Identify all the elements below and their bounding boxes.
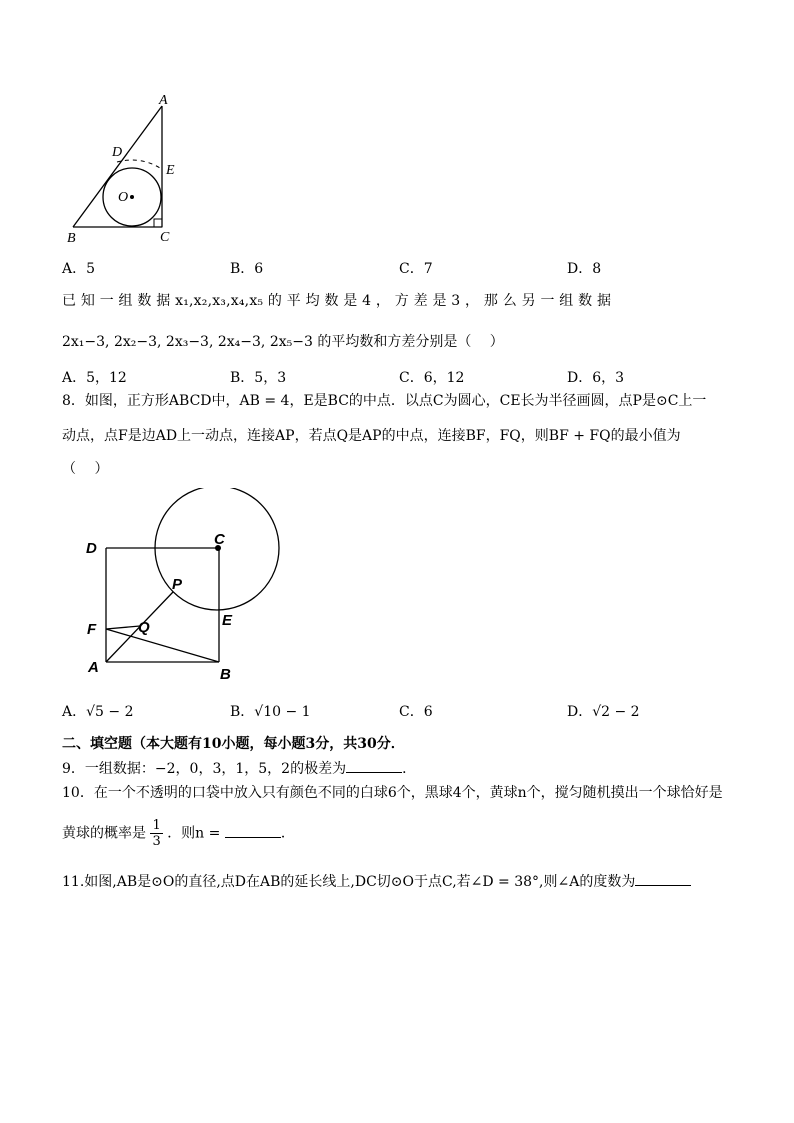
section-2-title: 二、填空题（本大题有10小题，每小题3分，共30分． (62, 736, 405, 752)
q7-option-c: C．6，12 (399, 370, 465, 386)
q7-option-b: B．5，3 (230, 370, 287, 386)
q6-option-d: D．8 (567, 261, 602, 277)
figure-triangle-incircle (60, 92, 190, 252)
label-b: B (67, 231, 76, 246)
label-d: D (112, 145, 123, 160)
q8-option-a: A．√5 − 2 (62, 704, 134, 720)
q10-answer-blank[interactable] (225, 825, 281, 838)
q10-fraction (150, 818, 162, 849)
q8-line2: 动点，点F是边AD上一动点，连接AP，若点Q是AP的中点，连接BF，FQ，则BF + FQ的最小值为 (62, 428, 681, 444)
center-o-dot (130, 195, 134, 199)
label-p: P (172, 576, 183, 593)
label-q: Q (138, 619, 150, 636)
label-d: D (86, 540, 97, 557)
side-ab (73, 106, 162, 227)
q7-line1: 已 知 一 组 数 据 x₁,x₂,x₃,x₄,x₅ 的 平 均 数 是 4 ， 方 差 是 3 ， 那 么 另 一 组 数 据 (62, 293, 612, 309)
q10-line2-pre: 黄球的概率是 (62, 825, 146, 842)
label-b: B (220, 666, 231, 683)
label-c: C (214, 531, 225, 548)
label-a: A (159, 93, 168, 108)
label-a: A (88, 659, 99, 676)
label-f: F (87, 621, 97, 638)
label-e: E (222, 612, 233, 629)
q10-frac-den: 3 (152, 834, 161, 849)
right-angle-mark (154, 219, 162, 227)
q11-text: 11.如图,AB是⊙O的直径,点D在AB的延长线上,DC切⊙O于点C,若∠D = 38°,则∠A的度数为 (62, 874, 636, 890)
q11-answer-blank[interactable] (635, 873, 691, 886)
q11-line (62, 871, 691, 891)
q7-line2: 2x₁−3, 2x₂−3, 2x₃−3, 2x₄−3, 2x₅−3 的平均数和方差分别是（ ） (62, 334, 504, 350)
q7-option-d: D．6，3 (567, 370, 625, 386)
q8-line1: 8．如图，正方形ABCD中，AB = 4，E是BC的中点．以点C为圆心，CE长为半径画圆，点P是⊙C上一 (62, 393, 707, 409)
q10-line2-post: ．则n = (167, 825, 221, 842)
segment-fb (106, 629, 219, 662)
q10-line1: 10．在一个不透明的口袋中放入只有颜色不同的白球6个，黑球4个，黄球n个，搅匀随机摸出一个球恰好是 (62, 785, 723, 801)
q9-text: 9．一组数据：−2，0，3，1，5，2的极差为 (62, 761, 347, 777)
q6-option-c: C．7 (399, 261, 433, 277)
q6-option-b: B．6 (230, 261, 264, 277)
q10-frac-num: 1 (152, 818, 161, 833)
q10-line2 (62, 818, 295, 849)
q9-answer-blank[interactable] (346, 760, 402, 773)
q7-option-a: A．5，12 (62, 370, 127, 386)
figure-square-circle (80, 488, 290, 688)
q8-option-b: B．√10 − 1 (230, 704, 311, 720)
label-o: O (118, 190, 129, 205)
q8-line3: （ ） (62, 461, 109, 477)
q8-option-c: C．6 (399, 704, 433, 720)
label-c: C (160, 230, 170, 245)
label-e: E (166, 163, 175, 178)
q8-option-d: D．√2 − 2 (567, 704, 640, 720)
q6-option-a: A．5 (62, 261, 96, 277)
arc-de (117, 160, 160, 168)
q9-line (62, 758, 416, 778)
q9-end: ． (402, 761, 417, 777)
segment-fq (106, 626, 140, 629)
q10-end: ． (280, 825, 295, 842)
